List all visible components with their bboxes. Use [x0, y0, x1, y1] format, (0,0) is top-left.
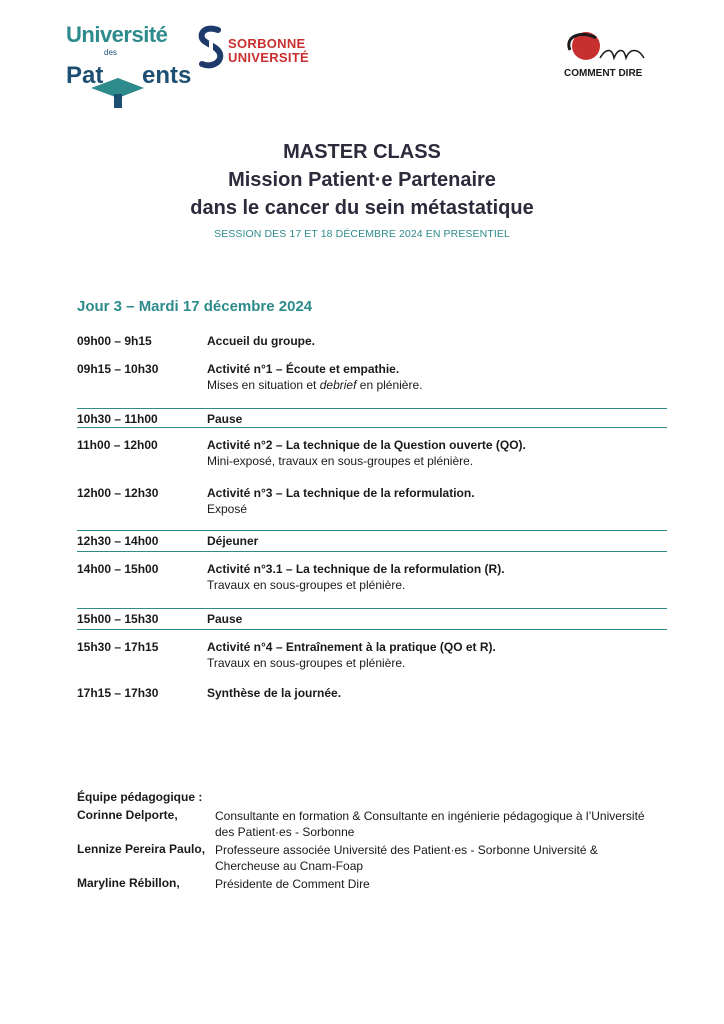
schedule-row: [77, 686, 667, 706]
activity-title: Activité n°3 – La technique de la reformulation.: [207, 486, 475, 500]
schedule-row: [77, 438, 667, 486]
member-role: Présidente de Comment Dire: [215, 877, 370, 891]
schedule: [77, 334, 667, 706]
team-heading: Équipe pédagogique :: [77, 790, 203, 804]
title-line2: Mission Patient·e Partenaire: [228, 169, 496, 191]
desc-emphasis: debrief: [319, 378, 357, 392]
activity-title: Accueil du groupe.: [207, 334, 316, 348]
schedule-row: [77, 362, 667, 408]
schedule-activity: [207, 640, 667, 670]
logo-up-line2a: Pat: [66, 62, 104, 89]
member-name: Corinne Delporte,: [77, 808, 178, 822]
schedule-row: [77, 334, 667, 362]
day-heading: Jour 3 – Mardi 17 décembre 2024: [77, 298, 313, 315]
activity-title: Déjeuner: [207, 534, 259, 548]
schedule-time: 15h00 – 15h30: [77, 612, 159, 626]
logo-su-line1: SORBONNE: [228, 36, 306, 51]
logo-su-line2: UNIVERSITÉ: [228, 50, 310, 65]
schedule-row-break: [77, 530, 667, 552]
title-block: [0, 138, 724, 240]
schedule-row-break: [77, 408, 667, 428]
schedule-time: 12h30 – 14h00: [77, 534, 159, 548]
schedule-time: 09h00 – 9h15: [77, 334, 152, 348]
schedule-activity: [207, 362, 667, 392]
activity-title: Synthèse de la journée.: [207, 686, 342, 700]
desc-text: en plénière.: [356, 378, 423, 392]
schedule-row: [77, 562, 667, 608]
universite-des-patients-logo: [66, 22, 192, 108]
schedule-activity: [207, 334, 667, 348]
logo-up-line1: Université: [66, 22, 168, 47]
schedule-time: 14h00 – 15h00: [77, 562, 159, 576]
title-line3: dans le cancer du sein métastatique: [190, 197, 534, 219]
activity-description: Travaux en sous-groupes et plénière.: [207, 578, 406, 592]
schedule-time: 09h15 – 10h30: [77, 362, 159, 376]
schedule-row: [77, 486, 667, 530]
activity-title: Activité n°1 – Écoute et empathie.: [207, 362, 400, 376]
schedule-time: 17h15 – 17h30: [77, 686, 159, 700]
schedule-activity: [207, 412, 667, 426]
team-list: [77, 808, 657, 894]
activity-title: Activité n°3.1 – La technique de la reformulation (R).: [207, 562, 505, 576]
team-member: [77, 876, 657, 894]
activity-description: [207, 378, 667, 392]
schedule-activity: [207, 486, 667, 516]
schedule-activity: [207, 686, 667, 700]
schedule-activity: [207, 612, 667, 626]
schedule-time: 15h30 – 17h15: [77, 640, 159, 654]
activity-title: Activité n°2 – La technique de la Question ouverte (QO).: [207, 438, 526, 452]
member-role: Professeure associée Université des Patient·es - Sorbonne Université & Chercheuse au Cnam-Foap: [215, 843, 598, 873]
title-line1: MASTER CLASS: [283, 141, 441, 163]
sorbonne-s-icon: [196, 24, 226, 70]
schedule-row-break: [77, 608, 667, 630]
member-name: Lennize Pereira Paulo,: [77, 842, 206, 856]
schedule-time: 10h30 – 11h00: [77, 412, 158, 426]
activity-description: Exposé: [207, 502, 248, 516]
schedule-time: 11h00 – 12h00: [77, 438, 158, 452]
comment-dire-logo: [560, 28, 656, 82]
logo-up-line2b: ents: [142, 62, 192, 89]
graduation-cap-icon: [86, 78, 146, 108]
comment-dire-mark-icon: [560, 28, 656, 68]
member-role: Consultante en formation & Consultante en ingénierie pédagogique à l’Université des Patient·es - Sorbonne: [215, 809, 645, 839]
logo-cd-text: COMMENT DIRE: [564, 68, 643, 79]
activity-title: Activité n°4 – Entraînement à la pratique (QO et R).: [207, 640, 496, 654]
activity-title: Pause: [207, 612, 243, 626]
team-member: [77, 842, 657, 876]
logo-up-small: des: [104, 48, 117, 57]
schedule-activity: [207, 562, 667, 592]
schedule-time: 12h00 – 12h30: [77, 486, 159, 500]
activity-description: Travaux en sous-groupes et plénière.: [207, 656, 406, 670]
schedule-activity: [207, 438, 667, 468]
team-member: [77, 808, 657, 842]
activity-title: Pause: [207, 412, 243, 426]
activity-description: Mini-exposé, travaux en sous-groupes et plénière.: [207, 454, 474, 468]
session-subtitle: SESSION DES 17 ET 18 DÉCEMBRE 2024 EN PRESENTIEL: [214, 228, 510, 240]
desc-text: Mises en situation et: [207, 378, 320, 392]
member-name: Maryline Rébillon,: [77, 876, 180, 890]
schedule-row: [77, 640, 667, 686]
schedule-activity: [207, 534, 667, 548]
sorbonne-universite-logo: [196, 24, 326, 72]
